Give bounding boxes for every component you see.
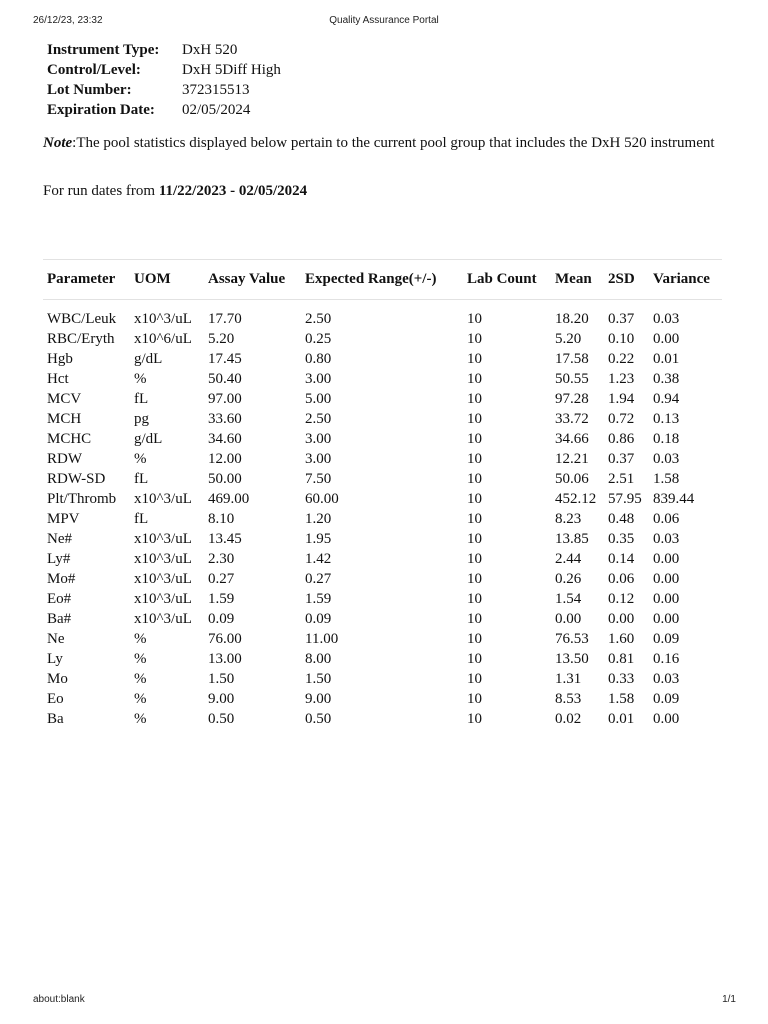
info-value: DxH 5Diff High (182, 62, 281, 78)
cell-mean: 17.58 (555, 351, 589, 367)
cell-mean: 8.53 (555, 691, 582, 707)
table-row (43, 509, 722, 529)
cell-expected-range: 0.09 (305, 611, 332, 627)
table-top-divider (43, 259, 722, 260)
cell-variance: 0.01 (653, 351, 680, 367)
cell-assay-value: 97.00 (208, 391, 242, 407)
cell-uom: x10^6/uL (134, 331, 192, 347)
cell-parameter: RBC/Eryth (47, 331, 115, 347)
cell-expected-range: 2.50 (305, 311, 332, 327)
cell-variance: 0.94 (653, 391, 680, 407)
cell-parameter: Ly# (47, 551, 71, 567)
cell-parameter: Mo# (47, 571, 76, 587)
cell-variance: 0.09 (653, 691, 680, 707)
cell-assay-value: 50.40 (208, 371, 242, 387)
cell-variance: 0.00 (653, 711, 680, 727)
cell-assay-value: 5.20 (208, 331, 235, 347)
print-url: about:blank (33, 994, 85, 1005)
cell-uom: % (134, 371, 147, 387)
column-header-expected-range: Expected Range(+/-) (305, 271, 437, 287)
cell-expected-range: 11.00 (305, 631, 339, 647)
cell-2sd: 0.22 (608, 351, 635, 367)
info-label: Expiration Date: (47, 102, 155, 118)
cell-assay-value: 0.50 (208, 711, 235, 727)
cell-mean: 452.12 (555, 491, 597, 507)
table-row (43, 609, 722, 629)
table-row (43, 329, 722, 349)
cell-2sd: 1.58 (608, 691, 635, 707)
cell-mean: 34.66 (555, 431, 589, 447)
cell-mean: 12.21 (555, 451, 589, 467)
cell-variance: 0.18 (653, 431, 680, 447)
cell-lab-count: 10 (467, 551, 482, 567)
table-row (43, 369, 722, 389)
cell-variance: 0.09 (653, 631, 680, 647)
cell-lab-count: 10 (467, 311, 482, 327)
cell-assay-value: 13.00 (208, 651, 242, 667)
cell-parameter: MCV (47, 391, 82, 407)
table-row (43, 309, 722, 329)
cell-parameter: Ba (47, 711, 64, 727)
cell-variance: 0.00 (653, 551, 680, 567)
cell-parameter: Plt/Thromb (47, 491, 117, 507)
table-body (43, 290, 722, 729)
table-row (43, 429, 722, 449)
cell-lab-count: 10 (467, 691, 482, 707)
cell-uom: x10^3/uL (134, 491, 192, 507)
cell-parameter: Hgb (47, 351, 73, 367)
cell-lab-count: 10 (467, 671, 482, 687)
cell-lab-count: 10 (467, 451, 482, 467)
cell-lab-count: 10 (467, 351, 482, 367)
cell-parameter: Eo (47, 691, 64, 707)
run-dates-prefix: For run dates from (43, 183, 156, 199)
instrument-info (47, 40, 281, 120)
cell-assay-value: 8.10 (208, 511, 235, 527)
cell-assay-value: 1.59 (208, 591, 235, 607)
table-row (43, 629, 722, 649)
cell-lab-count: 10 (467, 591, 482, 607)
cell-variance: 0.06 (653, 511, 680, 527)
cell-2sd: 0.35 (608, 531, 635, 547)
cell-expected-range: 1.42 (305, 551, 332, 567)
table-row (43, 449, 722, 469)
cell-assay-value: 9.00 (208, 691, 235, 707)
cell-parameter: Ly (47, 651, 63, 667)
cell-2sd: 0.14 (608, 551, 635, 567)
cell-2sd: 0.86 (608, 431, 635, 447)
cell-mean: 50.06 (555, 471, 589, 487)
column-header-uom: UOM (134, 271, 171, 287)
cell-uom: % (134, 691, 147, 707)
cell-expected-range: 7.50 (305, 471, 332, 487)
cell-expected-range: 1.59 (305, 591, 332, 607)
cell-parameter: RDW-SD (47, 471, 106, 487)
cell-assay-value: 13.45 (208, 531, 242, 547)
cell-lab-count: 10 (467, 391, 482, 407)
cell-2sd: 0.06 (608, 571, 635, 587)
cell-2sd: 57.95 (608, 491, 642, 507)
cell-uom: pg (134, 411, 149, 427)
cell-parameter: Ba# (47, 611, 72, 627)
cell-assay-value: 0.27 (208, 571, 235, 587)
cell-variance: 0.03 (653, 451, 680, 467)
cell-mean: 0.02 (555, 711, 582, 727)
info-row-control-level (47, 60, 281, 80)
cell-expected-range: 3.00 (305, 431, 332, 447)
cell-parameter: WBC/Leuk (47, 311, 117, 327)
info-row-expiration-date (47, 100, 281, 120)
cell-lab-count: 10 (467, 411, 482, 427)
cell-lab-count: 10 (467, 571, 482, 587)
cell-mean: 5.20 (555, 331, 582, 347)
cell-2sd: 0.81 (608, 651, 635, 667)
cell-uom: x10^3/uL (134, 311, 192, 327)
cell-parameter: MCHC (47, 431, 92, 447)
cell-mean: 1.54 (555, 591, 582, 607)
cell-variance: 0.00 (653, 611, 680, 627)
cell-uom: fL (134, 511, 149, 527)
cell-expected-range: 0.80 (305, 351, 332, 367)
cell-mean: 2.44 (555, 551, 582, 567)
cell-uom: fL (134, 391, 149, 407)
cell-assay-value: 2.30 (208, 551, 235, 567)
print-page-number: 1/1 (722, 994, 736, 1005)
cell-mean: 76.53 (555, 631, 589, 647)
table-header-row (43, 268, 722, 290)
cell-mean: 1.31 (555, 671, 582, 687)
table-row (43, 669, 722, 689)
cell-assay-value: 33.60 (208, 411, 242, 427)
cell-lab-count: 10 (467, 371, 482, 387)
cell-variance: 0.03 (653, 311, 680, 327)
cell-variance: 839.44 (653, 491, 695, 507)
cell-variance: 0.00 (653, 331, 680, 347)
cell-expected-range: 1.95 (305, 531, 332, 547)
cell-lab-count: 10 (467, 651, 482, 667)
cell-expected-range: 0.25 (305, 331, 332, 347)
cell-uom: % (134, 711, 147, 727)
info-value: DxH 520 (182, 42, 238, 58)
cell-2sd: 2.51 (608, 471, 635, 487)
cell-lab-count: 10 (467, 431, 482, 447)
info-row-lot-number (47, 80, 281, 100)
column-header-mean: Mean (555, 271, 592, 287)
cell-uom: fL (134, 471, 149, 487)
cell-variance: 1.58 (653, 471, 680, 487)
cell-assay-value: 1.50 (208, 671, 235, 687)
cell-assay-value: 50.00 (208, 471, 242, 487)
cell-assay-value: 17.45 (208, 351, 242, 367)
print-datetime: 26/12/23, 23:32 (33, 15, 103, 26)
cell-2sd: 0.48 (608, 511, 635, 527)
cell-uom: x10^3/uL (134, 531, 192, 547)
table-row (43, 549, 722, 569)
cell-lab-count: 10 (467, 631, 482, 647)
cell-variance: 0.16 (653, 651, 680, 667)
table-row (43, 349, 722, 369)
table-row (43, 709, 722, 729)
cell-expected-range: 60.00 (305, 491, 339, 507)
cell-parameter: RDW (47, 451, 82, 467)
note-label: Note (43, 135, 73, 151)
table-row (43, 689, 722, 709)
cell-expected-range: 3.00 (305, 451, 332, 467)
cell-parameter: Eo# (47, 591, 72, 607)
cell-uom: x10^3/uL (134, 571, 192, 587)
cell-2sd: 1.23 (608, 371, 635, 387)
cell-2sd: 1.60 (608, 631, 635, 647)
run-date-start: 11/22/2023 (158, 183, 227, 199)
cell-mean: 33.72 (555, 411, 589, 427)
cell-assay-value: 76.00 (208, 631, 242, 647)
cell-variance: 0.00 (653, 591, 680, 607)
cell-uom: % (134, 671, 147, 687)
cell-variance: 0.03 (653, 671, 680, 687)
cell-parameter: Mo (47, 671, 68, 687)
cell-2sd: 0.10 (608, 331, 635, 347)
cell-2sd: 0.37 (608, 451, 635, 467)
run-date-end: 02/05/2024 (238, 183, 308, 199)
cell-uom: x10^3/uL (134, 551, 192, 567)
print-header (0, 15, 768, 29)
column-header-variance: Variance (653, 271, 710, 287)
cell-uom: % (134, 451, 147, 467)
cell-assay-value: 12.00 (208, 451, 242, 467)
cell-expected-range: 1.50 (305, 671, 332, 687)
cell-parameter: MCH (47, 411, 82, 427)
info-label: Lot Number: (47, 82, 132, 98)
cell-2sd: 0.72 (608, 411, 635, 427)
cell-mean: 50.55 (555, 371, 589, 387)
cell-expected-range: 0.50 (305, 711, 332, 727)
cell-assay-value: 0.09 (208, 611, 235, 627)
cell-expected-range: 2.50 (305, 411, 332, 427)
cell-lab-count: 10 (467, 471, 482, 487)
cell-expected-range: 9.00 (305, 691, 332, 707)
cell-parameter: Ne (47, 631, 65, 647)
cell-parameter: MPV (47, 511, 80, 527)
column-header-parameter: Parameter (47, 271, 116, 287)
cell-2sd: 0.01 (608, 711, 635, 727)
cell-variance: 0.38 (653, 371, 680, 387)
cell-lab-count: 10 (467, 711, 482, 727)
table-row (43, 469, 722, 489)
cell-2sd: 0.00 (608, 611, 635, 627)
cell-variance: 0.00 (653, 571, 680, 587)
print-footer (0, 994, 768, 1008)
info-value: 372315513 (182, 82, 250, 98)
cell-mean: 8.23 (555, 511, 582, 527)
table-row (43, 409, 722, 429)
table-row (43, 589, 722, 609)
cell-lab-count: 10 (467, 491, 482, 507)
cell-assay-value: 34.60 (208, 431, 242, 447)
cell-expected-range: 8.00 (305, 651, 332, 667)
table-row (43, 389, 722, 409)
cell-expected-range: 1.20 (305, 511, 332, 527)
cell-2sd: 0.33 (608, 671, 635, 687)
cell-mean: 0.00 (555, 611, 582, 627)
cell-parameter: Ne# (47, 531, 72, 547)
cell-uom: g/dL (134, 431, 163, 447)
pool-statistics-table (43, 268, 722, 729)
table-row (43, 529, 722, 549)
table-row (43, 489, 722, 509)
column-header-assay-value: Assay Value (208, 271, 286, 287)
cell-parameter: Hct (47, 371, 69, 387)
info-value: 02/05/2024 (182, 102, 251, 118)
cell-assay-value: 17.70 (208, 311, 242, 327)
cell-variance: 0.13 (653, 411, 680, 427)
cell-uom: x10^3/uL (134, 611, 192, 627)
cell-expected-range: 0.27 (305, 571, 332, 587)
run-dates (43, 181, 307, 201)
cell-expected-range: 5.00 (305, 391, 332, 407)
cell-uom: % (134, 631, 147, 647)
cell-variance: 0.03 (653, 531, 680, 547)
cell-2sd: 0.12 (608, 591, 635, 607)
pool-note (43, 134, 733, 153)
table-row (43, 649, 722, 669)
cell-lab-count: 10 (467, 611, 482, 627)
cell-2sd: 1.94 (608, 391, 635, 407)
column-header-2sd: 2SD (608, 271, 635, 287)
cell-mean: 0.26 (555, 571, 582, 587)
cell-uom: g/dL (134, 351, 163, 367)
cell-lab-count: 10 (467, 511, 482, 527)
cell-uom: % (134, 651, 147, 667)
cell-mean: 13.85 (555, 531, 589, 547)
cell-uom: x10^3/uL (134, 591, 192, 607)
print-title: Quality Assurance Portal (329, 15, 439, 26)
info-label: Instrument Type: (47, 42, 160, 58)
column-header-lab-count: Lab Count (467, 271, 537, 287)
run-date-separator: - (230, 183, 236, 199)
table-row (43, 569, 722, 589)
cell-lab-count: 10 (467, 531, 482, 547)
cell-mean: 97.28 (555, 391, 589, 407)
cell-lab-count: 10 (467, 331, 482, 347)
note-text: :The pool statistics displayed below pertain to the current pool group that includes the DxH 520 instrument (72, 135, 715, 151)
info-row-instrument-type (47, 40, 281, 60)
cell-assay-value: 469.00 (208, 491, 250, 507)
info-label: Control/Level: (47, 62, 141, 78)
cell-2sd: 0.37 (608, 311, 635, 327)
cell-mean: 13.50 (555, 651, 589, 667)
cell-mean: 18.20 (555, 311, 589, 327)
cell-expected-range: 3.00 (305, 371, 332, 387)
